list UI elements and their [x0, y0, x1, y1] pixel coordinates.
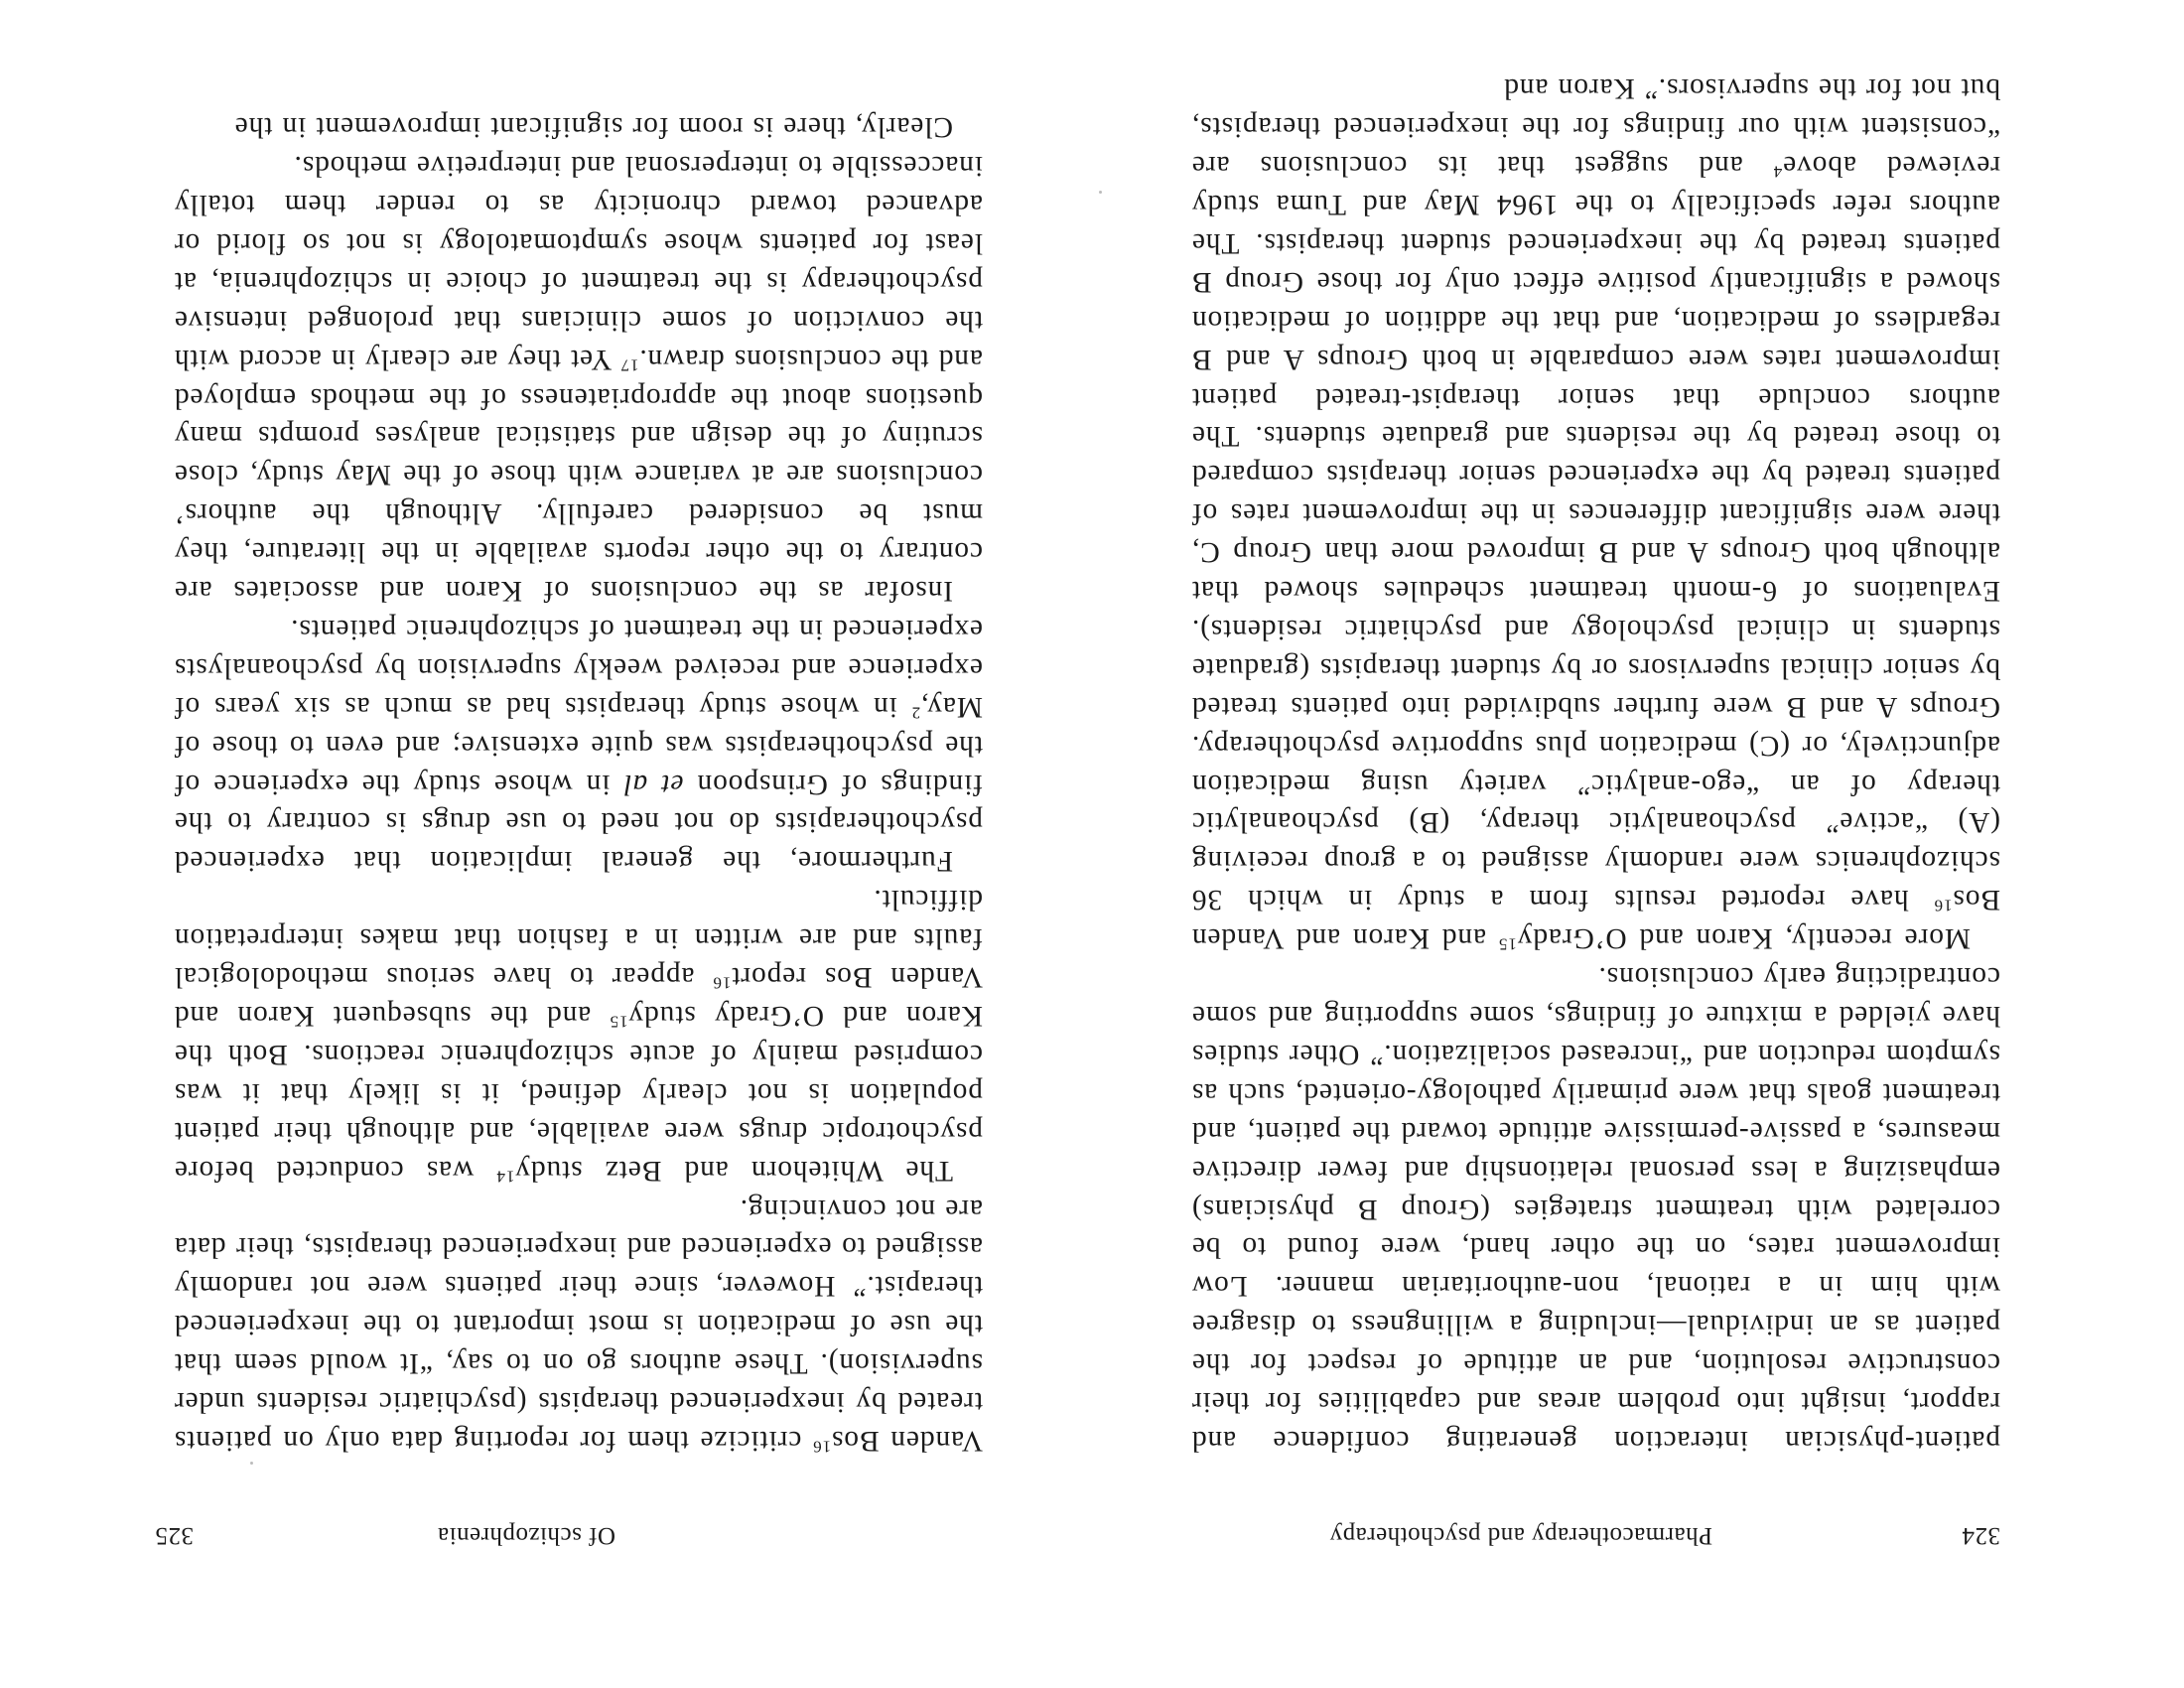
- text-run: Clearly, there is room for significant improvement in the: [233, 111, 953, 144]
- page-number: 325: [155, 1522, 194, 1549]
- text-run: appear to have serious methodological faults and are written in a fashion that makes interpretation difficult.: [174, 884, 983, 994]
- paragraph: [174, 1190, 983, 1460]
- scan-speck: [250, 1462, 253, 1465]
- text-run: have reported results from a study in which 36 schizophrenics were randomly assigned to a group receiving (A) “active” psychoanalytic therapy, (B) psychoanalytic therapy of an “ego-analytic” variety using medication adjunctively, or (C) medication plus supportive psychotherapy. Groups A and B were further subdivided into patients treated by senior clinical supervisors or by student therapists (graduate students in clinical psychology and psychiatric residents). Evaluations of 6-month treatment schedules showed that although both Groups A and B improved more than Group C, there were significant differences in the improvement rates of patients treated by the experienced senior therapists compared to those treated by the residents and graduate students. The authors conclude that senior therapist-treated patient improvement rates were comparable in both Groups A and B regardless of medication, and that the addition of medication showed a significantly positive effect only for those Group B patients treated by the inexperienced student therapists. The authors refer specifically to the 1964 May and Tuma study reviewed above: [1191, 150, 2000, 916]
- text-run: Insofar as the conclusions of Karon and associates are contrary to the other reports available in the literature, they must be considered carefully. Although the authors’ conclusions are at variance with those of the May study, close scrutiny of the design and statistical analyses prompts many questions about the appropriateness of the methods employed and the conclusions drawn.: [174, 343, 983, 608]
- text-run: in whose study therapists had as much as six years of experience and received weekly supervision by psychoanalysts experienced in the treatment of schizophrenic patients.: [174, 613, 983, 723]
- text-run: in whose study the experience of the psychotherapists was quite extensive; and even to those of May,: [174, 690, 983, 800]
- reference-marker: 16: [1933, 896, 1953, 915]
- page-number: 324: [1962, 1522, 2000, 1549]
- paragraph: [1191, 69, 2000, 957]
- reference-marker: 16: [712, 973, 732, 993]
- reference-marker: 15: [609, 1012, 628, 1032]
- reference-marker: 2: [910, 703, 921, 723]
- page-body: [1191, 69, 2000, 1460]
- reference-marker: 4: [1772, 162, 1783, 182]
- text-run: was conducted before psychotropic drugs were available, and although their patient population is not clearly defined, it is likely that it was comprised mainly of acute schizophrenic reactions. Both the Karon and O’Grady study: [173, 1000, 983, 1187]
- text-run: More recently, Karon and O’Grady: [1516, 922, 1971, 955]
- reference-marker: 14: [495, 1167, 515, 1187]
- text-run: and the subsequent Karon and Vanden Bos report: [173, 961, 983, 1033]
- text-run: and suggest that its conclusions are “consistent with our findings for the inexperienced therapists, but not for the supervisors.” Karon and: [1190, 72, 2000, 183]
- running-title: Of schizophrenia: [437, 1522, 615, 1549]
- scan-speck: [1099, 191, 1102, 194]
- text-run: and Karon and Vanden Bos: [1191, 884, 2000, 955]
- paragraph: [174, 107, 983, 146]
- reference-marker: 17: [619, 355, 639, 374]
- text-run: Furthermore, the general implication that experienced psychotherapists do not need to use drugs is contrary to the findings of Grinspoon: [174, 768, 983, 878]
- page-body: [174, 107, 983, 1460]
- text-run: The Whitehorn and Betz study: [514, 1154, 953, 1187]
- paragraph: [174, 880, 983, 1189]
- paragraph: [174, 146, 983, 610]
- paragraph: [174, 610, 983, 880]
- text-run: Yet they are clearly in accord with the conviction of some clinicians that prolonged intensive psychotherapy is the treatment of choice in schizophrenia, at least for patients whose symptomatology is not so florid or advanced toward chronicity as to render them totally inaccessible to interpersonal and interpretive methods.: [174, 150, 983, 375]
- page-324: [1092, 0, 2184, 1688]
- text-run: criticize them for reporting data only on patients treated by inexperienced therapists (psychiatric residents under supervision). These authors go on to say, “It would seem that the use of medication is most important to the inexperienced therapist.” However, since their patients were not randomly assigned to experienced and inexperienced therapists, their data are not convincing.: [174, 1193, 983, 1457]
- reference-marker: 16: [812, 1437, 832, 1457]
- text-run: Vanden Bos: [831, 1425, 983, 1457]
- text-run: patient-physician interaction generating confidence and rapport, insight into problem areas and capabilities for their constructive resolution, and an attitude of respect for the patient as an individual—including a willingness to disagree with him in a rational, non-authoritarian manner. Low improvement rates, on the other hand, were found to be correlated with treatment strategies (Group B physicians) emphasizing a less personal relationship and fewer directive measures, a passive-permissive attitude toward the patient, and treatment goals that were primarily pathology-oriented, such as symptom reduction and “increased socialization.” Other studies have yielded a mixture of findings, some supporting and some contradicting early conclusions.: [1191, 961, 2000, 1457]
- paragraph: [1191, 957, 2000, 1460]
- running-title: Pharmacotherapy and psychotherapy: [1329, 1522, 1712, 1549]
- italic-text: et al: [622, 768, 684, 800]
- reference-marker: 15: [1498, 934, 1517, 954]
